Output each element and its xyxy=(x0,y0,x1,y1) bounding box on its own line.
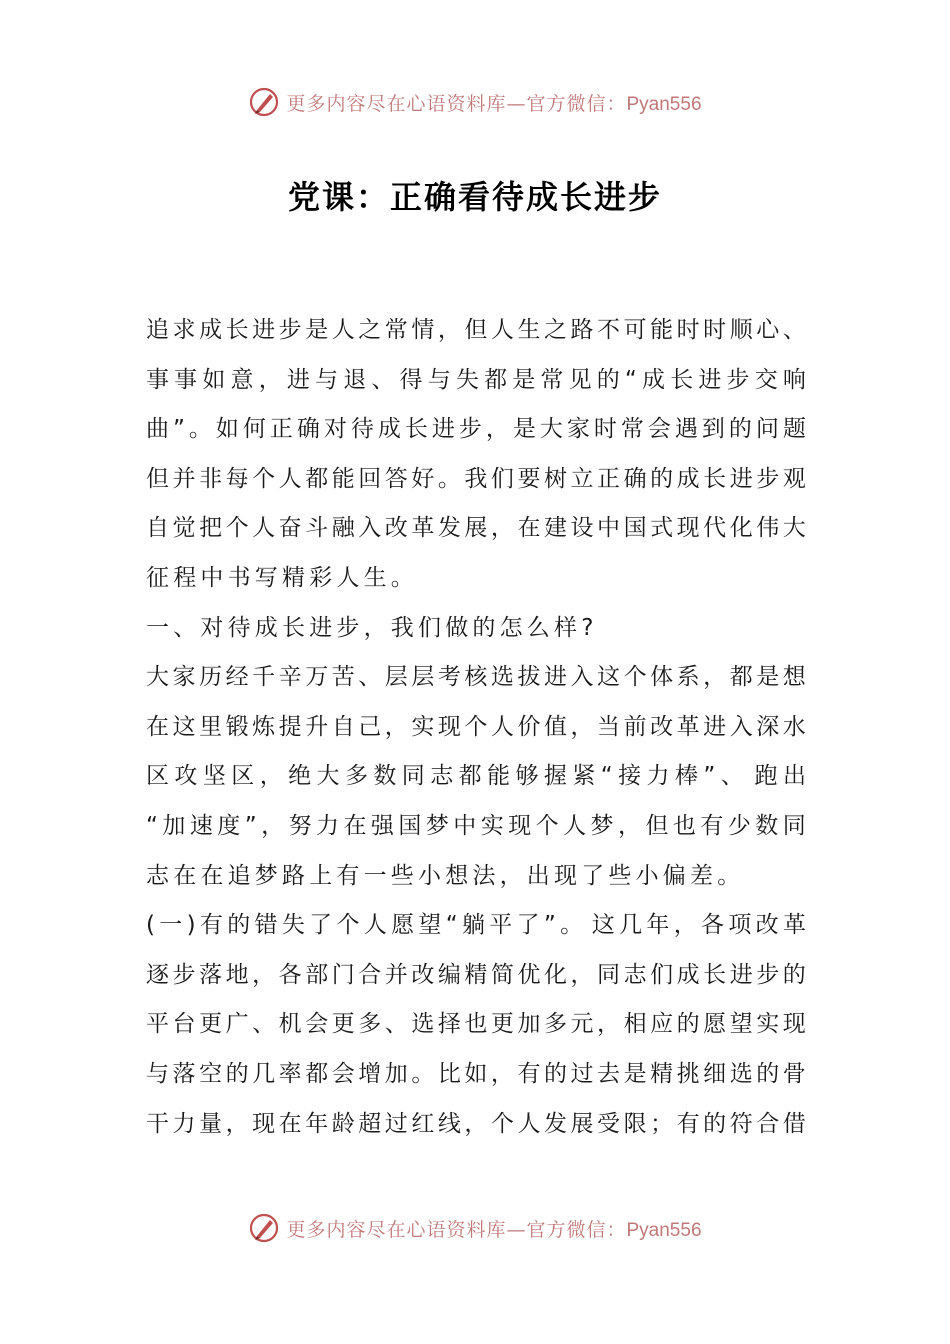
watermark-text: 更多内容尽在心语资料库—官方微信：Pyan556 xyxy=(286,92,702,115)
text-line: 事 事 如 意 ， 进 与 退 、 得 与 失 都 是 常 见 的 “ 成 长 进 步 交 响 xyxy=(146,366,806,393)
text-line: 志在在追梦路上有一些小想法，出现了些小偏差。 xyxy=(146,862,745,889)
pen-logo-icon xyxy=(248,1212,280,1244)
text-line: 平 台 更 广 、 机 会 更 多 、 选 择 也 更 加 多 元 ， 相 应 的 愿 望 实 现 xyxy=(146,1011,806,1038)
watermark-wechat-id: Pyan556 xyxy=(626,1219,702,1241)
text-line: 一、对待成长进步，我们做的怎么样? xyxy=(146,614,598,641)
text-line: “ 加 速 度 ” ， 努 力 在 强 国 梦 中 实 现 个 人 梦 ， 但 也 有 少 数 同 xyxy=(146,812,806,839)
text-line: 追 求 成 长 进 步 是 人 之 常 情 ， 但 人 生 之 路 不 可 能 时 时 顺 心 、 xyxy=(146,317,806,343)
footer-watermark xyxy=(0,1212,950,1244)
document-title: 党课：正确看待成长进步 xyxy=(287,178,662,216)
text-line: ( 一 ) 有 的 错 失 了 个 人 愿 望 “ 躺 平 了 ” 。 这 几 年 ， 各 项 改 革 xyxy=(146,912,806,939)
text-line: 在 这 里 锻 炼 提 升 自 己 ， 实 现 个 人 价 值 ， 当 前 改 革 进 入 深 水 xyxy=(146,713,806,740)
document-body xyxy=(146,306,806,1149)
text-line: 曲 ” 。 如 何 正 确 对 待 成 长 进 步 ， 是 大 家 时 常 会 遇 到 的 问 题 xyxy=(146,416,806,443)
watermark-text: 更多内容尽在心语资料库—官方微信：Pyan556 xyxy=(286,1218,702,1241)
text-line: 区 攻 坚 区 ， 绝 大 多 数 同 志 都 能 够 握 紧 “ 接 力 棒 ” 、 跑 出 xyxy=(146,763,806,790)
header-watermark xyxy=(0,86,950,118)
text-line: 但 并 非 每 个 人 都 能 回 答 好 。 我 们 要 树 立 正 确 的 成 长 进 步 观 xyxy=(146,465,806,492)
text-line: 逐 步 落 地 ， 各 部 门 合 并 改 编 精 简 优 化 ， 同 志 们 成 长 进 步 的 xyxy=(146,961,806,988)
text-line: 大 家 历 经 千 辛 万 苦 、 层 层 考 核 选 拔 进 入 这 个 体 系 ， 都 是 想 xyxy=(146,664,806,691)
text-line: 自 觉 把 个 人 奋 斗 融 入 改 革 发 展 ， 在 建 设 中 国 式 现 代 化 伟 大 xyxy=(146,515,806,542)
text-line: 干 力 量 ， 现 在 年 龄 超 过 红 线 ， 个 人 发 展 受 限 ； 有 的 符 合 借 xyxy=(146,1110,806,1137)
text-line: 征程中书写精彩人生。 xyxy=(146,564,418,591)
text-line: 与 落 空 的 几 率 都 会 增 加 。 比 如 ， 有 的 过 去 是 精 挑 细 选 的 骨 xyxy=(146,1060,806,1087)
watermark-wechat-id: Pyan556 xyxy=(626,93,702,115)
pen-logo-icon xyxy=(248,86,280,118)
